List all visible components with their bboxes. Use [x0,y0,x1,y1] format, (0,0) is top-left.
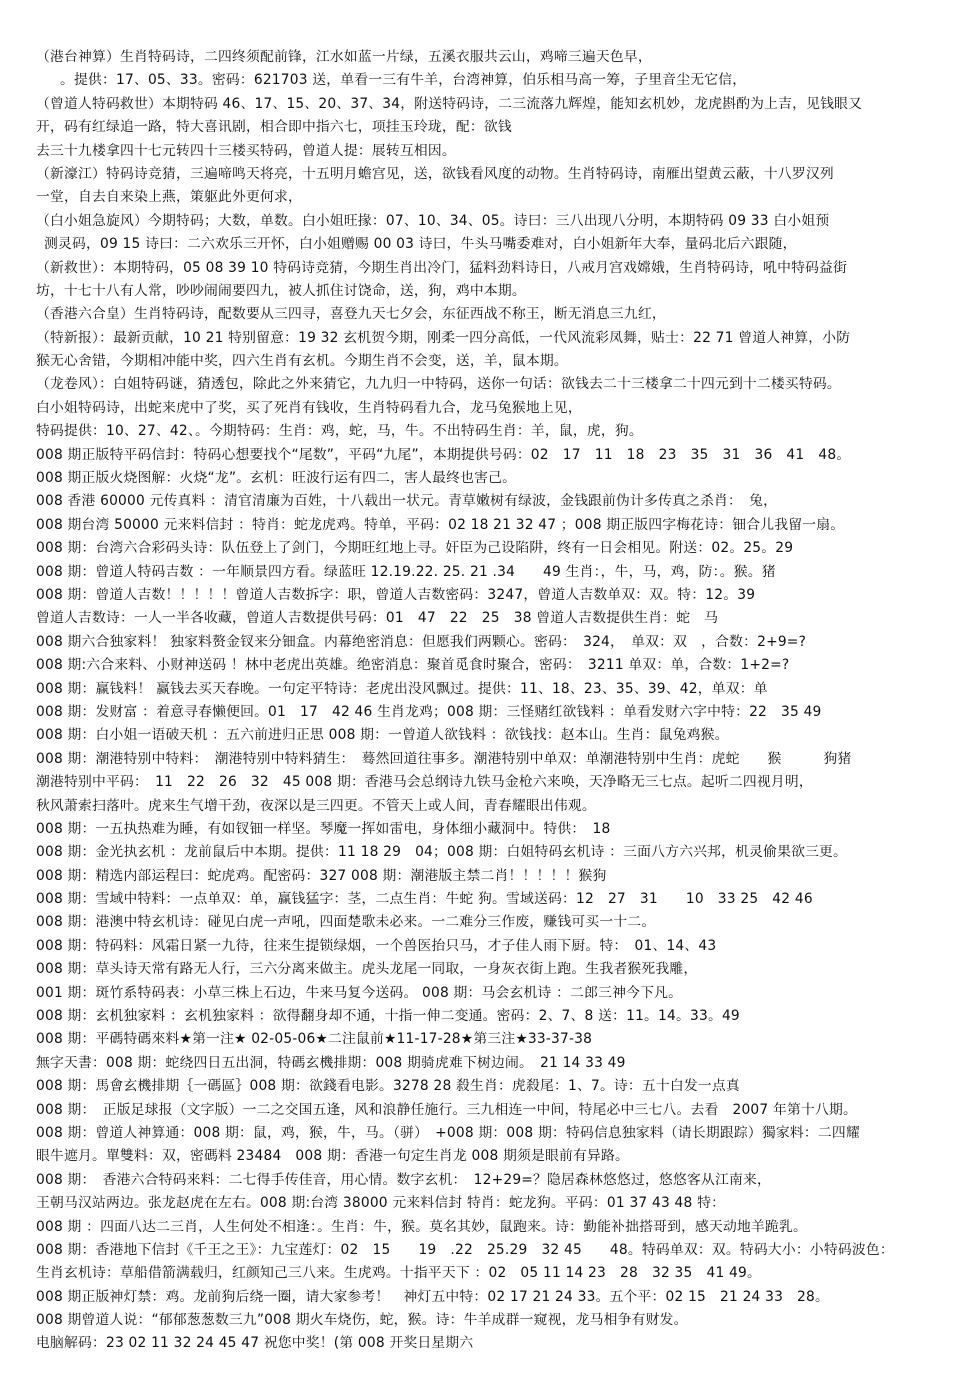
text-line: 008 期： 香港六合特码来料：二七得手传佳音，用心情。数字玄机： 12+29=？隐居森林悠悠过，悠悠客从江南来， [36,1171,772,1188]
text-line: 特码提供：10、27、42、。今期特码：生肖：鸡，蛇，马，牛。不出特码生肖：羊，鼠，虎，狗。 [36,423,643,440]
text-line: 008 期：精选内部运程曰：蛇虎鸡。配密码：327 008 期：潮港版主禁二肖！！！！！猴狗 [36,867,607,884]
text-line: 008 期：港澳中特玄机诗：碰见白虎一声吼，四面楚歌未必来。一二难分三作废，赚钱可买一十二。 [36,914,656,931]
text-line: 008 期：馬會玄機排期｛一碼區｝008 期：欲錢看电影。3278 28 殺生肖：虎殺尾：1、7。诗：五十白发一点真 [36,1078,740,1095]
text-line: 王朝马汉站两边。张龙赵虎在左右。008 期:台湾 38000 元来料信封 特肖：蛇龙狗。平码：01 37 43 48 特： [36,1195,726,1212]
text-line: 008 期：台湾六合彩码头诗：队伍登上了剑门，今期旺红地上寻。奸臣为己设陷阱，终有一日会相见。附送：02。25。29 [36,540,794,557]
text-line: 008 期：金光执玄机 ：龙前鼠后中本期。提供：11 18 29 04；008 期：白姐特码玄机诗 ：三面八方六兴邦，机灵偷果欲三更。 [36,844,848,861]
text-line: 。提供：17、05、33。密码：621703 送，单看一三有牛羊，台湾神算，伯乐相马高一筹，子里音尘无它信， [60,72,747,89]
text-line: 008 期：玄机独家料 ：玄机独家料 ：欲得翻身却不通，十指一伸二变通。密码：2、7、8 送：11。14。33。49 [36,1008,740,1025]
text-line: （白小姐急旋风）今期特码；大数，单数。白小姐旺掾：07、10、34、05。诗曰：三八出现八分明，本期特码 09 33 白小姐预 [36,212,830,229]
text-line: 008 期正版神灯禁：鸡。龙前狗后绕一圈，请大家参考！ 神灯五中特：02 17 21 24 33。五个平：02 15 21 24 33 28。 [36,1288,830,1305]
text-line: 008 期：草头诗天常有路无人行，三六分离来做主。虎头龙尾一同取，一身灰衣街上跑。生我者猴死我雕， [36,961,698,978]
text-line: 008 期六合独家料！ 独家料赘金钗来分钿盒。内幕绝密消息：但愿我们两颗心。密码： 324， 单双：双 ，合数：2+9=? [36,633,807,650]
text-line: （港台神算）生肖特码诗，二四终须配前锋，江水如蓝一片绿，五溪衣服共云山，鸡啼三遍天色早， [36,49,652,65]
text-line: 008 期：雪域中特料：一点单双：单，赢钱猛字：茎，二点生肖：牛蛇 狗。雪域送码：12 27 31 10 33 25 42 46 [36,891,813,908]
text-line: 008 期 ：四面八达二三肖，人生何处不相逢：。生肖：牛，猴。莫名其妙，鼠跑来。诗：勤能补拙搭哥到，感天动地羊跪乳。 [36,1218,808,1235]
text-line: 008 期：特码料：风霜日紧一九待，往来生提锁绿烟，一个兽医抬只马，才子佳人雨下厨。特： 01、14、43 [36,937,717,954]
text-line: 白小姐特码诗，出蛇来虎中了奖，买了死肖有钱收，生肖特码看九合，龙马兔猴地上见， [36,399,582,416]
text-body [36,46,962,1356]
text-line: 008 期：曾道人特码吉数 ：一年顺景四方看。绿蓝旺 12.19.22. 25. 21 .34 49 生肖：，牛，马，鸡，防：。猴。猪 [36,563,776,580]
text-line: 008 期：白小姐一语破天机 ：五六前进归正思 008 期：一曾道人欲钱料 ：欲钱找：赵本山。生肖：鼠兔鸡猴。 [36,727,729,744]
text-line: 008 期台湾 50000 元来料信封 ：特肖：蛇龙虎鸡。特单，平码：02 18 21 32 47 ；008 期正版四字梅花诗：钿合儿我留一扇。 [36,516,845,533]
text-line: 008 期： 正版足球报（文字版）一二之交国五逢，风和浪静任施行。三九相连一中间，特尾必中三七八。去看 2007 年第十八期。 [36,1101,857,1118]
text-line: （曾道人特码救世）本期特码 46、17、15、20、37、34，附送特码诗，二三流落九辉煌，能知玄机妙，龙虎斟酌为上吉，见钱眼又 [36,95,863,112]
text-line: 008 香港 60000 元传真料 ：清官清廉为百姓，十八载出一状元。青草嫩树有绿波，金钱跟前伪计多传真之杀肖： 兔， [36,493,778,510]
text-line: 猴无心舍错，今期相冲能中奖，四六生肖有玄机。今期生肖不会变，送，羊，鼠本期。 [36,353,568,370]
text-line: 电脑解码：23 02 11 32 24 45 47 祝您中奖！(第 008 开奖日星期六 [36,1335,474,1352]
text-line: （新濠江）特码诗竞猜，三遍啼鸣天将亮，十五明月蟾宫见，送，欲钱看风度的动物。生肖特码诗，南雁出望黄云蔽，十八罗汉列 [36,165,834,182]
text-line: 008 期：平碼特碼來料★第一注★ 02-05-06★二注鼠前★11-17-28★第三注★33-37-38 [36,1031,593,1048]
text-line: 测灵码，09 15 诗曰：二六欢乐三开怀，白小姐赠赐 00 03 诗曰，牛头马嘴委难对，白小姐新年大奉，量码北后六跟随， [44,236,797,253]
text-line: 008 期正版特平码信封：特码心想要找个“尾数”，平码“九尾”，本期提供号码：02 17 11 18 23 35 31 36 41 48。 [36,446,851,463]
text-line: 坊，十七十八有人常，吵吵闹闹要四九，被人抓住讨饶命，送，狗，鸡中本期。 [36,282,526,299]
text-line: 潮港特别中平码： 11 22 26 32 45 008 期：香港马会总纲诗九铁马金枪六来唤，天净略无三七点。起听二四视月明， [36,774,813,791]
text-line: （龙卷风）：白姐特码谜，猜透包，除此之外来猜它，九九归一中特码，送你一句话：欲钱去二十三楼拿二十四元到十二楼买特码。 [36,376,841,393]
text-line: 008 期：曾道人神算通：008 期：鼠，鸡，猴，牛，马。（骈） +008 期：008 期：特码信息独家料（请长期跟踪）獨家料：二四耀 [36,1124,860,1141]
text-line: 008 期曾道人说：“郁郁葱葱数三九”008 期火车烧伤，蛇，猴。诗：牛羊成群一窥视，龙马相争有财发。 [36,1312,688,1329]
text-line: 008 期正版火烧图解：火烧“龙”。玄机：旺波行运有四二，害人最终也害己。 [36,470,517,487]
text-line: 008 期:六合来料、小财神送码 ！林中老虎出英雄。绝密消息：聚首觅食时聚合，密码： 3211 单双：单，合数：1+2=? [36,657,790,674]
text-line: 曾道人吉数诗：一人一半各收藏，曾道人吉数提供号码：01 47 22 25 38 曾道人吉数提供生肖：蛇 马 [36,610,719,627]
text-line: 开，码有红绿追一路，特大喜讯剧，相合即中指六七，项挂玉玲珑，配：欲钱 [36,119,512,136]
text-line: 無字天書：008 期：蛇绕四日五出洞，特碼玄機排期：008 期骑虎难下树边闹。 21 14 33 49 [36,1054,626,1071]
text-line: 去三十九楼拿四十七元转四十三楼买特码，曾道人提：展转互相因。 [36,142,456,159]
text-line: 008 期：曾道人吉数！！！！！曾道人吉数拆字：职，曾道人吉数密码：3247，曾道人吉数单双：双。特：12。39 [36,586,756,603]
text-line: 生肖玄机诗：草船借箭满载归，红颜知己三八来。生虎鸡。十指平天下 ：02 05 11 14 23 28 32 35 41 49。 [36,1265,761,1282]
text-line: （香港六合皇）生肖特码诗，配数要从三四寻，喜登九天七夕会，东征西战不称王，断无消息三九红， [36,306,666,323]
text-line: 一堂，自去自来染上燕，策躯此外更何求， [36,189,302,206]
text-line: 008 期：一五执热难为睡，有如钗钿一样坚。琴魔一挥如雷电，身体细小藏洞中。特供： 18 [36,820,611,837]
text-line: 008 期：香港地下信封《千王之王》：九宝莲灯：02 15 19 .22 25.29 32 45 48。特码单双：双。特码大小：小特码波色： [36,1241,894,1258]
text-line: （新救世）：本期特码，05 08 39 10 特码诗竞猜，今期生肖出冷门，猛料劲料诗日，八戒月宫戏嫦娥，生肖特码诗，吼中特码益街 [36,259,848,276]
text-line: 秋风萧索扫落叶。虎来生气增干劲，夜深以是三四更。不管天上或人间，青春耀眼出伟观。 [36,797,596,814]
text-line: 008 期：潮港特别中特料： 潮港特别中特料猜生： 蓦然回道往事多。潮港特别中单双：单潮港特别中生肖：虎蛇 猴 狗猪 [36,750,852,767]
text-line: 008 期：赢钱料！ 赢钱去买天春晚。一句定平特诗：老虎出没风飘过。提供：11、18、23、35、39、42，单双：单 [36,680,768,697]
text-line: 008 期：发财富 ：着意寻春懒便回。01 17 42 46 生肖龙鸡；008 期：三怪赌红欲钱料 ：单看发财六字中特：22 35 49 [36,703,822,720]
text-line: 眼牛遮月。單雙料：双，密碼料 23484 008 期：香港一句定生肖龙 008 期须是眼前有异路。 [36,1148,629,1165]
text-line: （特新报）：最新贡献，10 21 特别留意：19 32 玄机贺今期，刚柔一四分高低，一代风流彩凤舞，贴士：22 71 曾道人神算，小防 [36,329,851,346]
text-line: 001 期：斑竹系特码表：小草三株上石边，牛来马复今送码。 008 期：马会玄机诗 ：二郎三神今下凡。 [36,984,683,1001]
